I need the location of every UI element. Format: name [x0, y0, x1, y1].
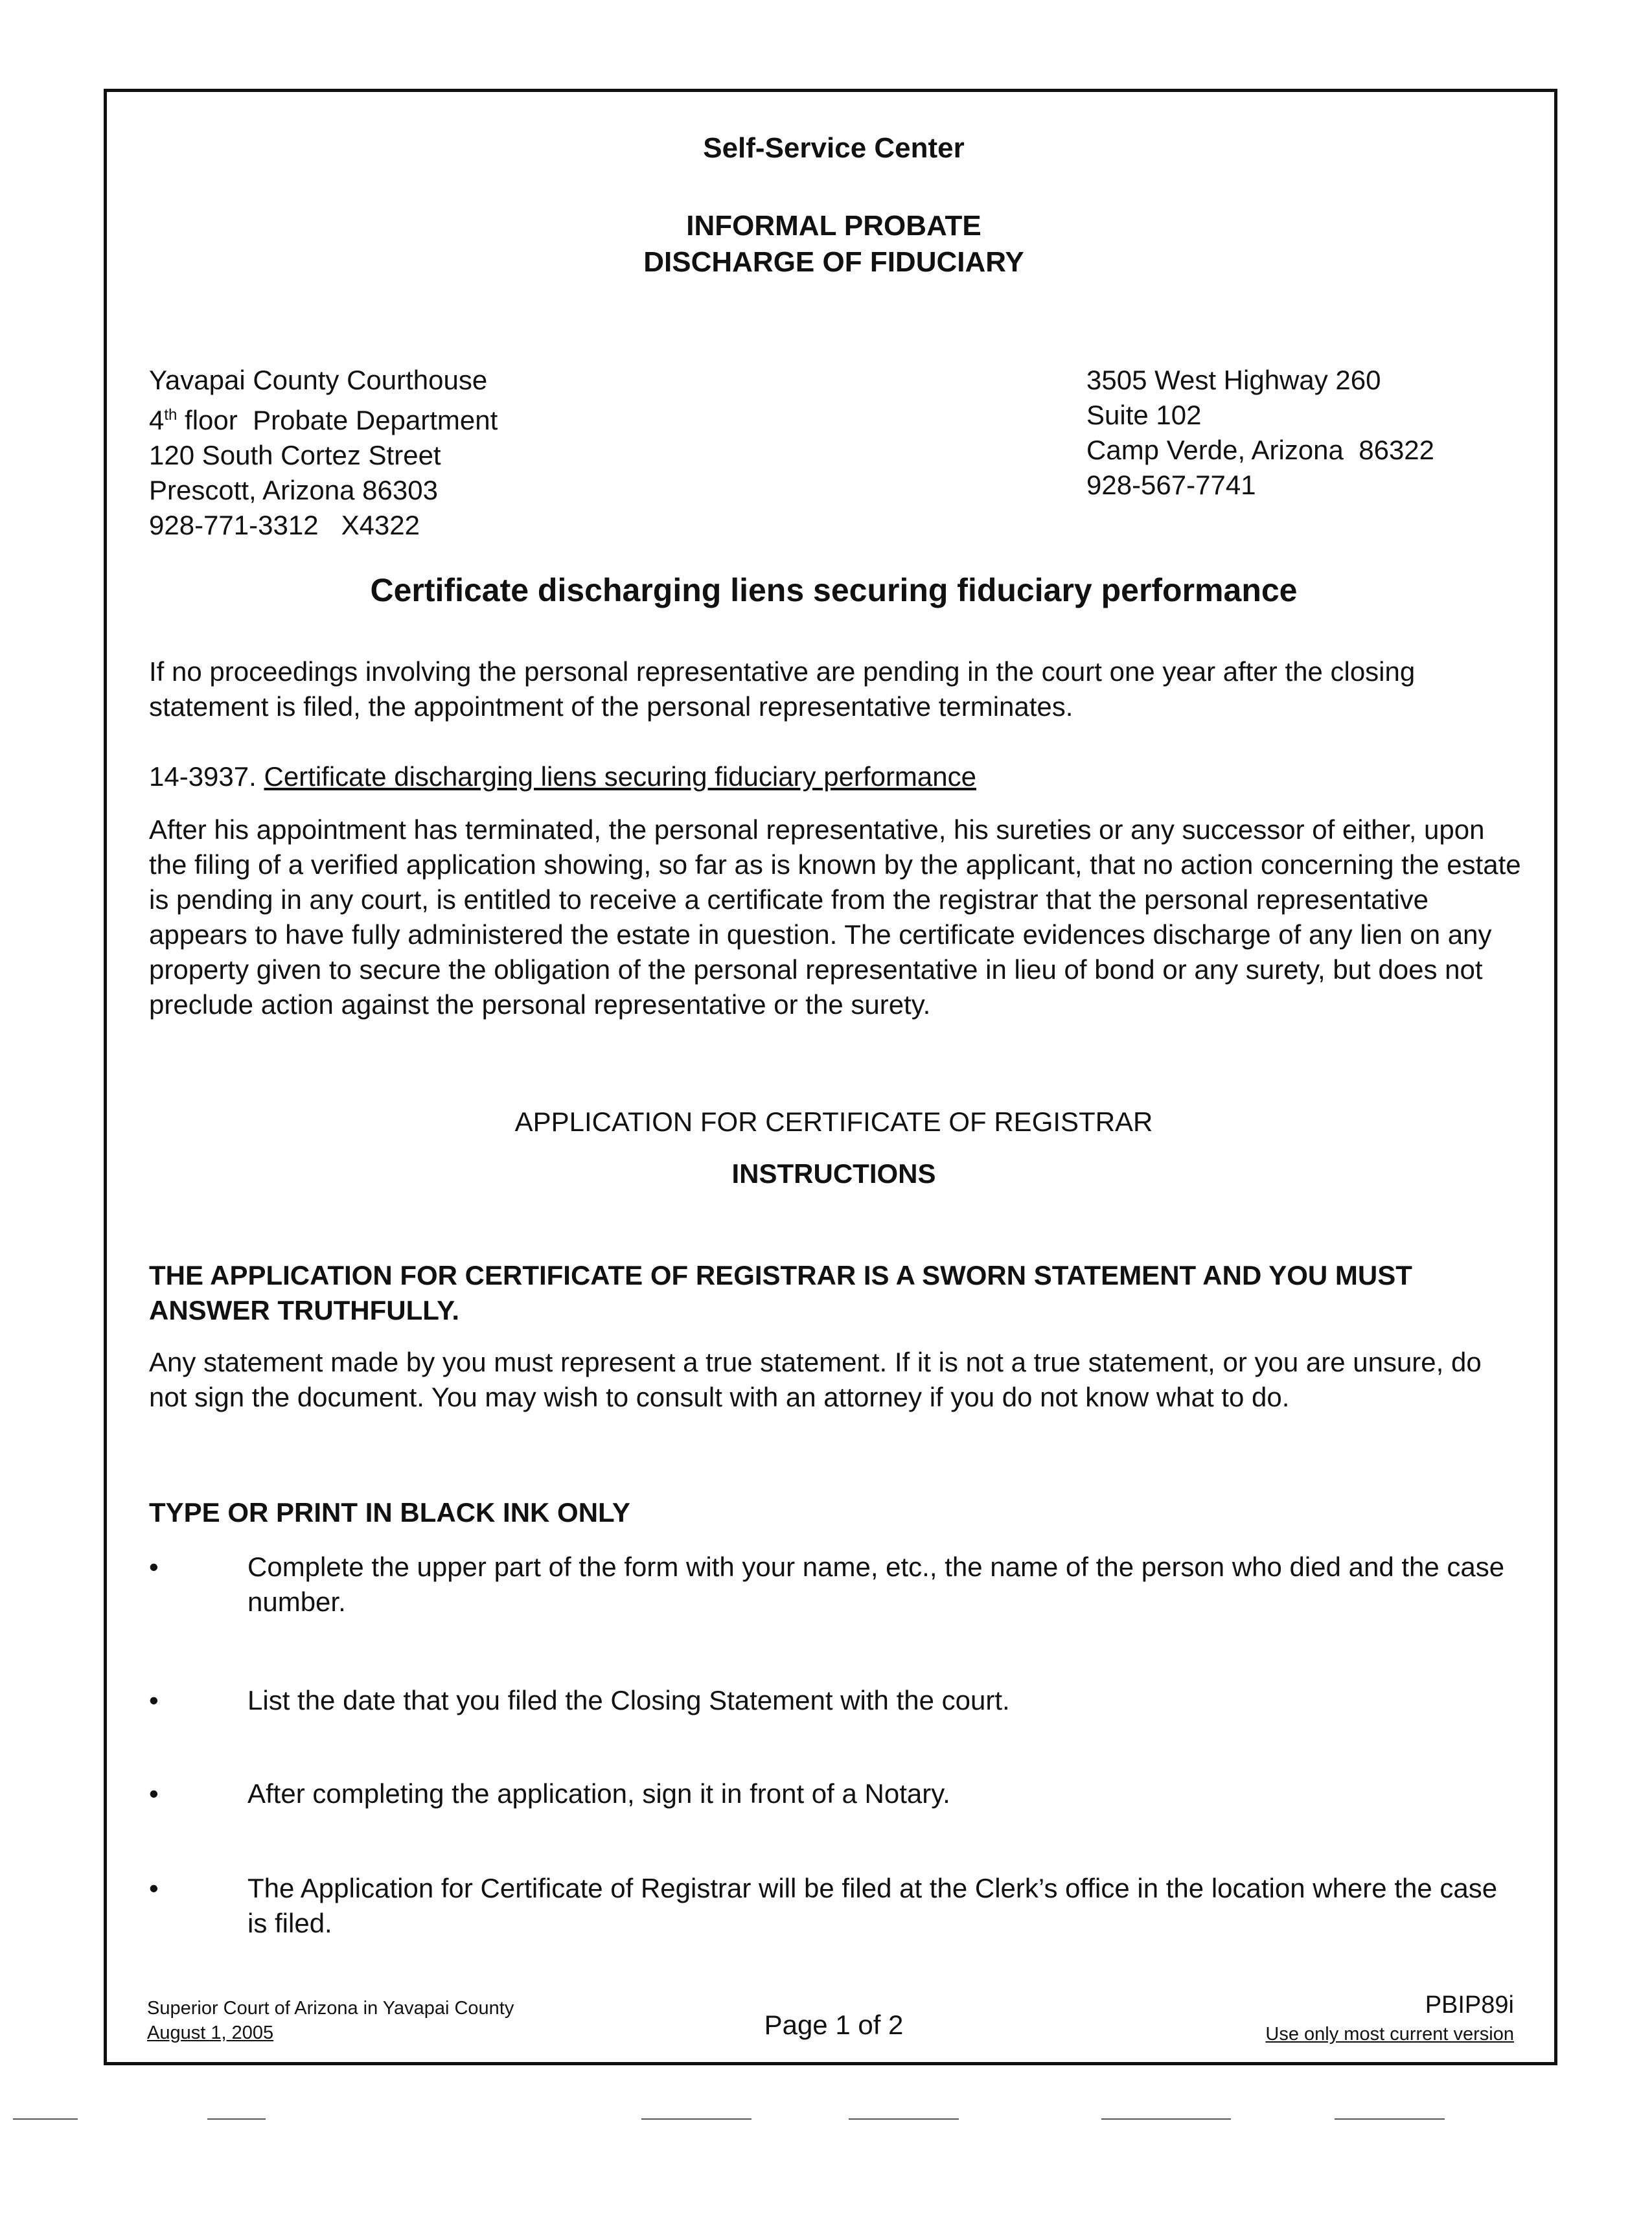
intro-paragraph: If no proceedings involving the personal representative are pending in the court one year after the closing statement is filed, the appointment of the personal representative terminates. [149, 656, 1416, 722]
address-left [149, 363, 732, 543]
footer-page-number: Page 1 of 2 [764, 2010, 904, 2040]
bullet-text: The Application for Certificate of Registrar will be filed at the Clerk’s office in the location where the case is filed. [247, 1873, 1498, 1938]
address-left-line-3: 120 South Cortez Street [149, 440, 441, 470]
address-right-line-1: 3505 West Highway 260 [1086, 365, 1381, 395]
bullet-text: Complete the upper part of the form with your name, etc., the name of the person who died and the case number. [247, 1552, 1505, 1617]
bullet-text: After completing the application, sign it in front of a Notary. [247, 1778, 950, 1809]
scan-artifact-line [1335, 2118, 1445, 2120]
scan-artifact-line [641, 2118, 751, 2120]
scan-artifact-line [1101, 2118, 1231, 2120]
sworn-text: Any statement made by you must represent a true statement. If it is not a true statement, or you are unsure, do not sign the document. You may wish to consult with an attorney if you do not know what to do. [149, 1347, 1482, 1412]
scan-artifact-line [13, 2118, 78, 2120]
title-line-2: DISCHARGE OF FIDUCIARY [643, 246, 1024, 278]
address-left-line-2: 4th floor Probate Department [149, 405, 498, 435]
address-right-line-4: 928-567-7741 [1086, 470, 1256, 500]
scan-artifact-line [849, 2118, 959, 2120]
footer-version-note: Use only most current version [1265, 2024, 1514, 2045]
address-left-line-4: Prescott, Arizona 86303 [149, 475, 438, 505]
footer-court: Superior Court of Arizona in Yavapai County [147, 1998, 514, 2019]
footer-form-code: PBIP89i [1425, 1991, 1514, 2019]
center-name: Self-Service Center [703, 132, 965, 164]
bullet-icon: • [149, 1873, 159, 1903]
bullet-icon: • [149, 1685, 159, 1715]
scan-artifact-line [207, 2118, 266, 2120]
document-frame [104, 89, 1557, 2065]
bullet-text: List the date that you filed the Closing Statement with the court. [247, 1685, 1010, 1715]
application-heading: APPLICATION FOR CERTIFICATE OF REGISTRAR [514, 1106, 1153, 1137]
statute-citation [149, 759, 1522, 794]
bullet-icon: • [149, 1778, 159, 1809]
title-line-1: INFORMAL PROBATE [686, 210, 981, 242]
address-right-line-3: Camp Verde, Arizona 86322 [1086, 435, 1435, 465]
address-right [1086, 363, 1540, 503]
ink-heading: TYPE OR PRINT IN BLACK INK ONLY [149, 1497, 630, 1528]
address-left-line-1: Yavapai County Courthouse [149, 365, 488, 395]
sworn-heading: THE APPLICATION FOR CERTIFICATE OF REGISTRAR IS A SWORN STATEMENT AND YOU MUST ANSWER TRUTHFULLY. [149, 1260, 1412, 1325]
address-right-line-2: Suite 102 [1086, 400, 1202, 430]
statute-text: After his appointment has terminated, the personal representative, his sureties or any successor of either, upon the filing of a verified application showing, so far as is known by the applicant, that no action concerning the estate is pending in any court, is entitled to receive a certificate from the registrar that the personal representative appears to have fully administered the estate in question. The certificate evidences discharge of any lien on any property given to secure the obligation of the personal representative in lieu of bond or any surety, but does not preclude action against the personal representative or the surety. [149, 814, 1521, 1020]
bullet-icon: • [149, 1552, 159, 1582]
section-title: Certificate discharging liens securing fiduciary performance [370, 572, 1298, 608]
statute-number: 14-3937. [149, 761, 264, 792]
address-left-line-5: 928-771-3312 X4322 [149, 510, 420, 540]
instructions-heading: INSTRUCTIONS [731, 1158, 936, 1189]
statute-title: Certificate discharging liens securing fiduciary performance [264, 761, 976, 792]
footer-date: August 1, 2005 [147, 2023, 274, 2043]
